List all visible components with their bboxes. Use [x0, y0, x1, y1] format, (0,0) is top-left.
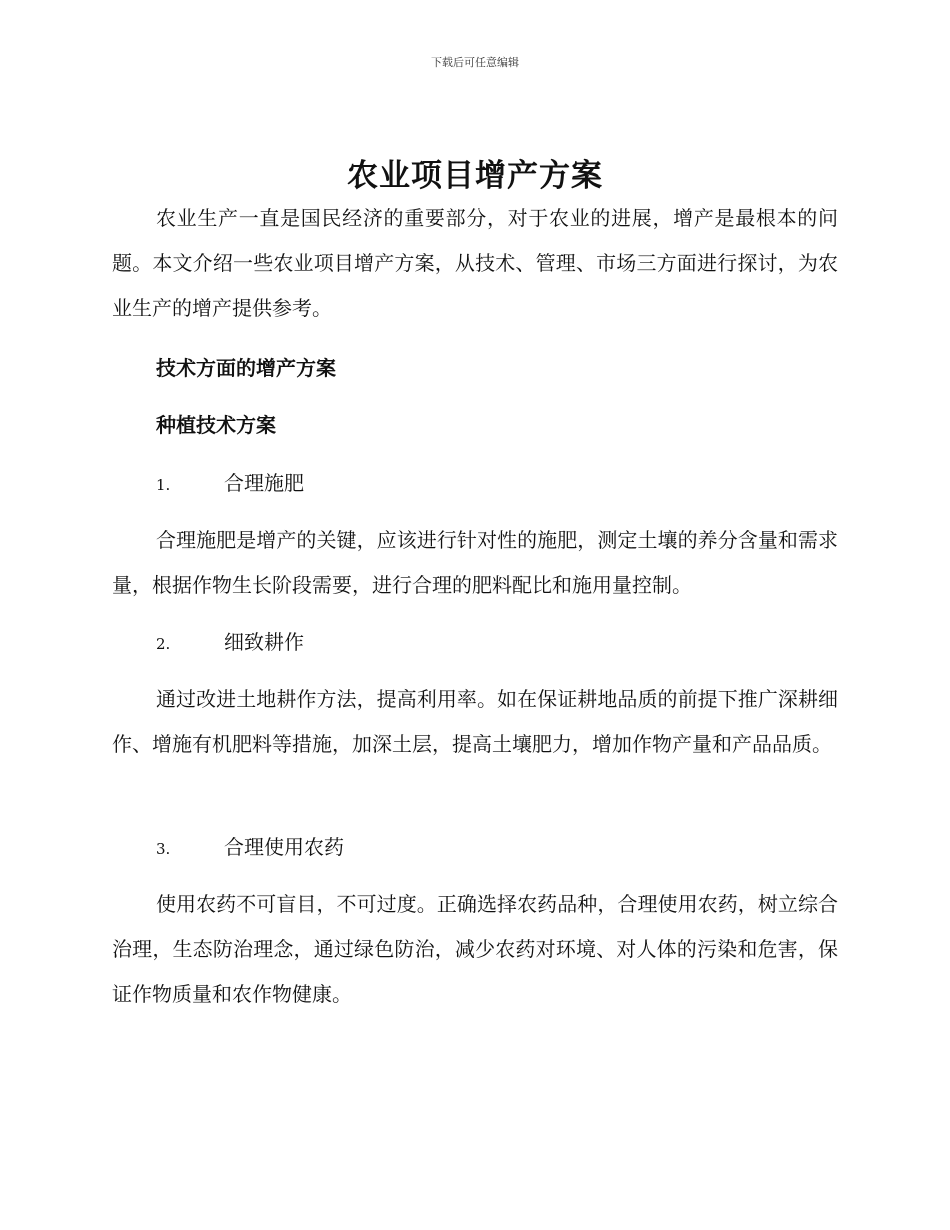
- list-item-2: [112, 627, 838, 659]
- list-item-2-body: [112, 677, 838, 767]
- section-heading-block: [112, 353, 838, 383]
- header-note: 下载后可任意编辑: [431, 56, 519, 69]
- intro-paragraph: 农业生产一直是国民经济的重要部分，对于农业的进展，增产是最根本的问题。本文介绍一些农业项目增产方案，从技术、管理、市场三方面进行探讨，为农业生产的增产提供参考。: [112, 206, 838, 320]
- list-item-number: 3.: [156, 840, 171, 858]
- list-item-number: 2.: [156, 635, 171, 653]
- list-item-label: 合理使用农药: [224, 835, 344, 859]
- list-item-number: 1.: [156, 476, 171, 494]
- list-item-paragraph: 合理施肥是增产的关键，应该进行针对性的施肥，测定土壤的养分含量和需求量，根据作物生长阶段需要，进行合理的肥料配比和施用量控制。: [112, 528, 838, 597]
- list-item-1: [112, 468, 838, 500]
- document-title: 农业项目增产方案: [347, 158, 603, 194]
- list-item-1-body: [112, 518, 838, 608]
- list-item-3: [112, 832, 838, 864]
- subsection-heading: 种植技术方案: [156, 413, 276, 437]
- section-heading: 技术方面的增产方案: [156, 356, 336, 380]
- list-item-label: 细致耕作: [224, 630, 304, 654]
- subsection-heading-block: [112, 410, 838, 440]
- intro-block: [112, 196, 838, 331]
- list-item-3-body: [112, 882, 838, 1017]
- list-item-label: 合理施肥: [224, 471, 304, 495]
- list-item-paragraph: 通过改进土地耕作方法，提高利用率。如在保证耕地品质的前提下推广深耕细作、增施有机肥料等措施，加深土层，提高土壤肥力，增加作物产量和产品品质。: [112, 687, 838, 756]
- list-item-paragraph: 使用农药不可盲目，不可过度。正确选择农药品种，合理使用农药，树立综合治理，生态防治理念，通过绿色防治，减少农药对环境、对人体的污染和危害，保证作物质量和农作物健康。: [112, 892, 838, 1006]
